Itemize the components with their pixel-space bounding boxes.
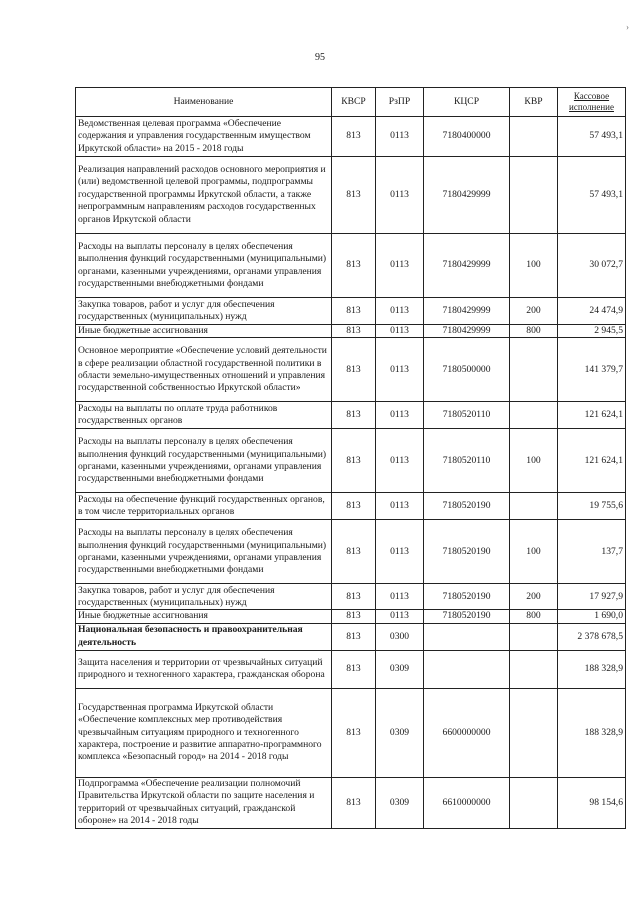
table-row [76, 610, 626, 623]
row-kvr [510, 777, 558, 828]
table-row [76, 117, 626, 157]
row-kvsr: 813 [332, 584, 376, 610]
row-amount: 57 493,1 [558, 157, 626, 234]
row-kcsr: 6600000000 [424, 688, 510, 777]
row-amount: 1 690,0 [558, 610, 626, 623]
row-kvr [510, 338, 558, 402]
row-kvr: 100 [510, 429, 558, 493]
row-rzpr: 0309 [376, 650, 424, 688]
row-rzpr: 0113 [376, 157, 424, 234]
scan-mark: › [626, 22, 629, 32]
header-kcsr: КЦСР [424, 88, 510, 117]
header-kvsr: КВСР [332, 88, 376, 117]
header-name: Наименование [76, 88, 332, 117]
row-rzpr: 0113 [376, 117, 424, 157]
row-kcsr: 6610000000 [424, 777, 510, 828]
row-amount: 141 379,7 [558, 338, 626, 402]
row-kcsr: 7180400000 [424, 117, 510, 157]
row-rzpr: 0113 [376, 325, 424, 338]
row-rzpr: 0113 [376, 298, 424, 325]
row-rzpr: 0113 [376, 610, 424, 623]
row-amount: 2 945,5 [558, 325, 626, 338]
table-row [76, 298, 626, 325]
table-row [76, 157, 626, 234]
row-kvr: 800 [510, 610, 558, 623]
table-row [76, 325, 626, 338]
row-name: Расходы на выплаты персоналу в целях обеспечения выполнения функций государственными (муниципальными) органами, казенными учреждениями, органами управления государственными внебюджетными фондами [76, 520, 332, 584]
row-kvr: 200 [510, 298, 558, 325]
row-kvsr: 813 [332, 325, 376, 338]
row-amount: 19 755,6 [558, 493, 626, 520]
page-number: 95 [315, 52, 325, 63]
row-amount: 188 328,9 [558, 650, 626, 688]
row-kvr [510, 650, 558, 688]
row-amount: 98 154,6 [558, 777, 626, 828]
row-kcsr: 7180429999 [424, 157, 510, 234]
row-name: Национальная безопасность и правоохранительная деятельность [76, 623, 332, 650]
table-row [76, 584, 626, 610]
row-kvsr: 813 [332, 493, 376, 520]
row-name: Иные бюджетные ассигнования [76, 325, 332, 338]
row-kvr [510, 493, 558, 520]
row-kvsr: 813 [332, 610, 376, 623]
row-kvsr: 813 [332, 520, 376, 584]
row-kcsr: 7180520190 [424, 493, 510, 520]
row-kvsr: 813 [332, 298, 376, 325]
row-kcsr: 7180520110 [424, 429, 510, 493]
table-row [76, 234, 626, 298]
row-kcsr: 7180500000 [424, 338, 510, 402]
row-kvsr: 813 [332, 117, 376, 157]
row-kcsr: 7180429999 [424, 234, 510, 298]
row-kvr: 800 [510, 325, 558, 338]
row-kvr [510, 402, 558, 429]
table-row [76, 777, 626, 828]
row-amount: 57 493,1 [558, 117, 626, 157]
row-kvsr: 813 [332, 338, 376, 402]
row-kvsr: 813 [332, 402, 376, 429]
row-kcsr: 7180520190 [424, 610, 510, 623]
row-amount: 188 328,9 [558, 688, 626, 777]
row-kvr: 200 [510, 584, 558, 610]
table-row [76, 429, 626, 493]
row-name: Государственная программа Иркутской области «Обеспечение комплексных мер противодействия чрезвычайным ситуациям природного и техногенного характера, построение и развитие аппаратно-программного комплекса «Безопасный город» на 2014 - 2018 годы [76, 688, 332, 777]
table-row [76, 493, 626, 520]
row-kcsr [424, 650, 510, 688]
row-kvsr: 813 [332, 777, 376, 828]
row-name: Расходы на выплаты персоналу в целях обеспечения выполнения функций государственными (муниципальными) органами, казенными учреждениями, органами управления государственными внебюджетными фондами [76, 234, 332, 298]
row-name: Иные бюджетные ассигнования [76, 610, 332, 623]
row-kvsr: 813 [332, 650, 376, 688]
row-kvr [510, 117, 558, 157]
row-rzpr: 0113 [376, 493, 424, 520]
row-kcsr: 7180520190 [424, 520, 510, 584]
row-amount: 2 378 678,5 [558, 623, 626, 650]
header-execution: Кассовое исполнение [558, 88, 626, 117]
row-kvr: 100 [510, 234, 558, 298]
row-kcsr [424, 623, 510, 650]
budget-table [75, 87, 626, 829]
row-kcsr: 7180429999 [424, 325, 510, 338]
row-rzpr: 0113 [376, 338, 424, 402]
row-kcsr: 7180520190 [424, 584, 510, 610]
row-rzpr: 0309 [376, 688, 424, 777]
row-name: Закупка товаров, работ и услуг для обеспечения государственных (муниципальных) нужд [76, 298, 332, 325]
row-amount: 17 927,9 [558, 584, 626, 610]
row-name: Основное мероприятие «Обеспечение условий деятельности в сфере реализации областной государственной политики в области земельно-имущественных отношений и управления государственной собственностью Иркутской области» [76, 338, 332, 402]
table-row [76, 402, 626, 429]
row-kvsr: 813 [332, 157, 376, 234]
row-rzpr: 0113 [376, 584, 424, 610]
table-row [76, 623, 626, 650]
row-rzpr: 0309 [376, 777, 424, 828]
table-row [76, 520, 626, 584]
row-kvsr: 813 [332, 623, 376, 650]
table-row [76, 338, 626, 402]
row-kvr [510, 623, 558, 650]
row-amount: 24 474,9 [558, 298, 626, 325]
row-kvr [510, 688, 558, 777]
row-rzpr: 0300 [376, 623, 424, 650]
row-amount: 121 624,1 [558, 402, 626, 429]
row-amount: 121 624,1 [558, 429, 626, 493]
row-name: Реализация направлений расходов основного мероприятия и (или) ведомственной целевой программы, подпрограммы государственной программы Иркутской области, а также непрограммным направлениям расходов государственных органов Иркутской области [76, 157, 332, 234]
row-kcsr: 7180429999 [424, 298, 510, 325]
header-kvr: КВР [510, 88, 558, 117]
header-rzpr: РзПР [376, 88, 424, 117]
row-name: Закупка товаров, работ и услуг для обеспечения государственных (муниципальных) нужд [76, 584, 332, 610]
row-rzpr: 0113 [376, 402, 424, 429]
row-kvsr: 813 [332, 688, 376, 777]
table-row [76, 650, 626, 688]
row-kvsr: 813 [332, 234, 376, 298]
row-kvr: 100 [510, 520, 558, 584]
table-row [76, 688, 626, 777]
table-header-row [76, 88, 626, 117]
row-name: Расходы на обеспечение функций государственных органов, в том числе территориальных органов [76, 493, 332, 520]
row-kvsr: 813 [332, 429, 376, 493]
row-kcsr: 7180520110 [424, 402, 510, 429]
row-name: Защита населения и территории от чрезвычайных ситуаций природного и техногенного характера, гражданская оборона [76, 650, 332, 688]
row-name: Подпрограмма «Обеспечение реализации полномочий Правительства Иркутской области по защите населения и территорий от чрезвычайных ситуаций, гражданской обороне» на 2014 - 2018 годы [76, 777, 332, 828]
row-rzpr: 0113 [376, 429, 424, 493]
row-amount: 137,7 [558, 520, 626, 584]
row-name: Расходы на выплаты по оплате труда работников государственных органов [76, 402, 332, 429]
row-rzpr: 0113 [376, 234, 424, 298]
row-rzpr: 0113 [376, 520, 424, 584]
row-kvr [510, 157, 558, 234]
row-name: Расходы на выплаты персоналу в целях обеспечения выполнения функций государственными (муниципальными) органами, казенными учреждениями, органами управления государственными внебюджетными фондами [76, 429, 332, 493]
row-amount: 30 072,7 [558, 234, 626, 298]
row-name: Ведомственная целевая программа «Обеспечение содержания и управления государственным имуществом Иркутской области» на 2015 - 2018 годы [76, 117, 332, 157]
